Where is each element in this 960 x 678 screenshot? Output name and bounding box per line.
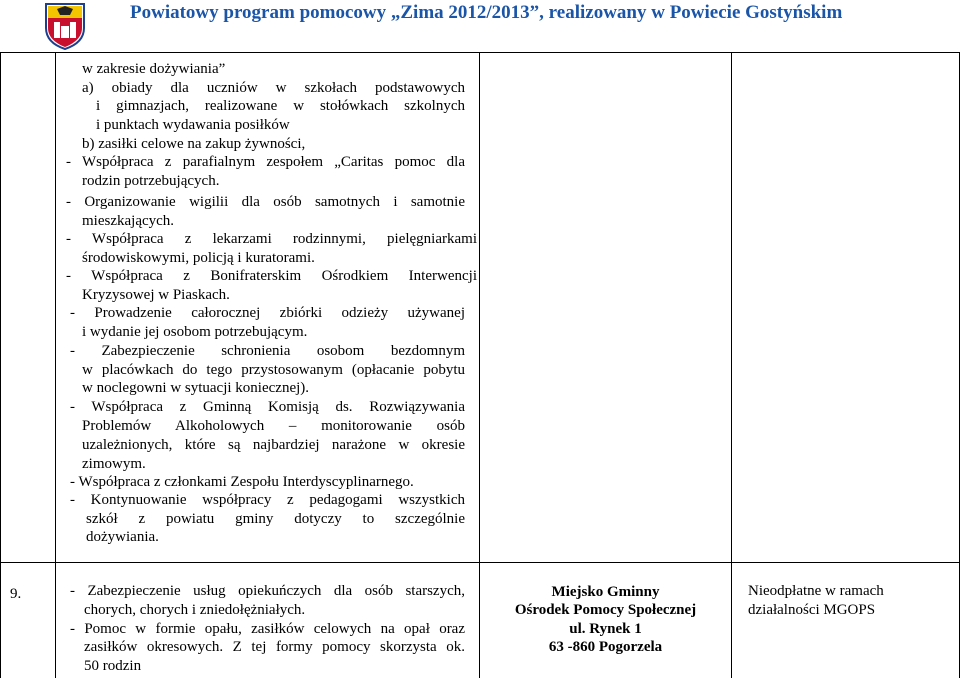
text-line: 50 rodzin — [84, 658, 142, 674]
text-line: - Prowadzenie całorocznej zbiórki odzieży używanej — [70, 305, 465, 321]
institution-line: ul. Rynek 1 — [569, 621, 642, 637]
text-line: - Współpraca z Bonifraterskim Ośrodkiem Interwencji — [66, 268, 477, 284]
text-line: chorych, chorych i zniedołężniałych. — [84, 602, 306, 618]
text-line: zasiłków okresowych. Z tej formy pomocy skorzysta ok. — [84, 639, 465, 655]
page-title: Powiatowy program pomocowy „Zima 2012/2013”, realizowany w Powiecie Gostyńskim — [130, 2, 843, 23]
text-line: - Pomoc w formie opału, zasiłków celowych na opał oraz — [70, 621, 465, 637]
text-line: i gimnazjach, realizowane w stołówkach szkolnych — [96, 98, 465, 114]
row-number: 9. — [10, 586, 22, 602]
text-line: a) obiady dla uczniów w szkołach podstawowych — [82, 80, 465, 96]
text-line: i punktach wydawania posiłków — [96, 117, 290, 133]
text-line: Kryzysowej w Piaskach. — [82, 287, 230, 303]
text-line: - Zabezpieczenie usług opiekuńczych dla osób starszych, — [70, 583, 465, 599]
text-line: w placówkach do tego przystosowanym (opłacanie pobytu — [82, 362, 465, 378]
text-line: - Organizowanie wigilii dla osób samotnych i samotnie — [66, 194, 465, 210]
funding-line: Nieodpłatne w ramach — [748, 583, 884, 599]
institution-line: 63 -860 Pogorzela — [548, 639, 663, 655]
text-line: - Współpraca z lekarzami rodzinnymi, pielęgniarkami — [66, 231, 477, 247]
institution-line: Ośrodek Pomocy Społecznej — [514, 602, 697, 618]
institution-line: Miejsko Gminny — [551, 584, 660, 600]
text-line: rodzin potrzebujących. — [82, 173, 220, 189]
text-line: - Współpraca z Gminną Komisją ds. Rozwiązywania — [70, 399, 465, 415]
text-line: i wydanie jej osobom potrzebującym. — [82, 324, 308, 340]
text-line: Problemów Alkoholowych – monitorowanie osób — [82, 418, 465, 434]
text-line: uzależnionych, które są najbardziej narażone w okresie — [82, 437, 465, 453]
text-line: w noclegowni w sytuacji koniecznej). — [82, 380, 310, 396]
text-line: b) zasiłki celowe na zakup żywności, — [82, 136, 306, 152]
text-line: w zakresie dożywiania” — [82, 61, 226, 77]
text-line: mieszkających. — [82, 213, 175, 229]
text-line: - Kontynuowanie współpracy z pedagogami wszystkich — [70, 492, 465, 508]
funding-line: działalności MGOPS — [748, 602, 876, 618]
text-line: szkół z powiatu gminy dotyczy to szczególnie — [86, 511, 465, 527]
text-line: - Zabezpieczenie schronienia osobom bezdomnym — [70, 343, 465, 359]
text-line: środowiskowymi, policją i kuratorami. — [82, 250, 315, 266]
text-line: zimowym. — [82, 456, 146, 472]
text-line: dożywiania. — [86, 529, 159, 545]
text-line: - Współpraca z parafialnym zespołem „Caritas pomoc dla — [66, 154, 465, 170]
text-line: - Współpraca z członkami Zespołu Interdyscyplinarnego. — [70, 474, 414, 490]
